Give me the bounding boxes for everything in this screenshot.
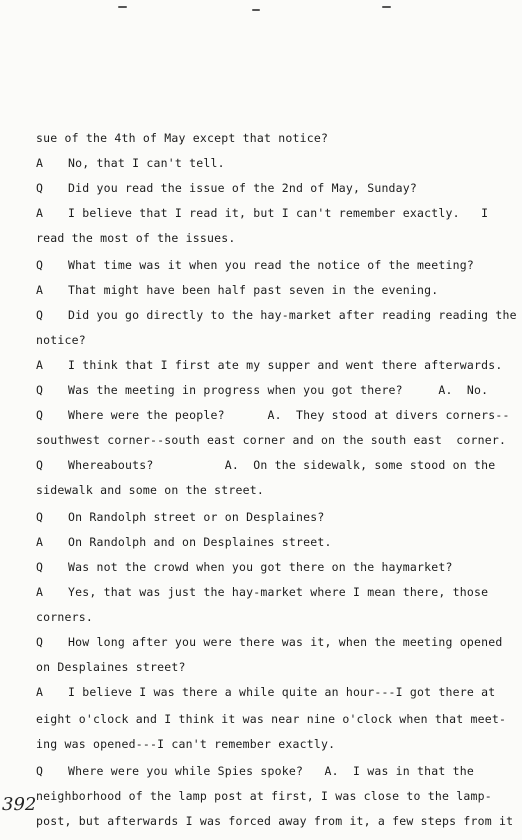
transcript-line [36,308,517,322]
transcript-line [36,660,496,674]
speaker-label: Q [36,308,44,322]
line-text: Whereabouts? A. On the sidewalk, some stood on the [68,458,496,472]
line-text: No, that I can't tell. [68,156,225,170]
line-text: Was not the crowd when you got there on the haymarket? [68,560,453,574]
line-text: Was the meeting in progress when you got there? A. No. [68,383,489,397]
transcript-line [36,458,496,472]
transcript-line [36,814,514,828]
transcript-line [36,333,496,347]
transcript-line [36,383,496,397]
line-text: That might have been half past seven in the evening. [68,283,439,297]
speaker-label: Q [36,258,44,272]
line-text: I believe I was there a while quite an hour---I got there at [68,685,496,699]
speaker-label: Q [36,181,44,195]
speaker-label: Q [36,458,44,472]
transcript-line [36,560,496,574]
margin-page-number: 392 [2,794,37,815]
transcript-line [36,712,507,726]
line-text: post, but afterwards I was forced away from it, a few steps from it [36,814,514,828]
transcript-line [36,585,496,599]
line-text: What time was it when you read the notice of the meeting? [68,258,475,272]
transcript-line [36,231,496,245]
line-text: How long after you were there was it, when the meeting opened [68,635,503,649]
line-text: read the most of the issues. [36,231,236,245]
line-text: I think that I first ate my supper and went there afterwards. [68,358,503,372]
transcript-line [36,737,496,751]
line-text: Yes, that was just the hay-market where I mean there, those [68,585,489,599]
transcript-line [36,181,496,195]
line-text: on Desplaines street? [36,660,186,674]
speaker-label: A [36,585,44,599]
line-text: notice? [36,333,86,347]
transcript-line [36,206,496,220]
line-text: eight o'clock and I think it was near nine o'clock when that meet- [36,712,507,726]
speaker-label: A [36,358,44,372]
transcript-line [36,156,496,170]
line-text: neighborhood of the lamp post at first, I was close to the lamp- [36,789,492,803]
line-text: corners. [36,610,93,624]
transcript-line [36,610,496,624]
line-text: On Randolph and on Desplaines street. [68,535,332,549]
transcript-line [36,510,496,524]
transcript-line [36,408,510,422]
speaker-label: A [36,685,44,699]
line-text: I believe that I read it, but I can't remember exactly. I [68,206,489,220]
speaker-label: Q [36,408,44,422]
line-text: Where were you while Spies spoke? A. I was in that the [68,764,475,778]
transcript-line [36,131,496,145]
transcript-line [36,764,496,778]
line-text: Where were the people? A. They stood at divers corners-- [68,408,510,422]
transcript-line [36,258,496,272]
line-text: Did you read the issue of the 2nd of May, Sunday? [68,181,418,195]
transcript-line [36,789,496,803]
line-text: southwest corner--south east corner and on the south east corner. [36,433,507,447]
speaker-label: Q [36,510,44,524]
transcript-line [36,685,496,699]
line-text: sidewalk and some on the street. [36,483,264,497]
ink-speck [118,6,127,8]
line-text: sue of the 4th of May except that notice? [36,131,329,145]
speaker-label: A [36,283,44,297]
speaker-label: Q [36,383,44,397]
speaker-label: Q [36,635,44,649]
speaker-label: A [36,206,44,220]
line-text: ing was opened---I can't remember exactly. [36,737,336,751]
transcript-line [36,283,496,297]
ink-speck [382,6,391,8]
speaker-label: A [36,156,44,170]
transcript-line [36,535,496,549]
transcript-line [36,483,496,497]
line-text: On Randolph street or on Desplaines? [68,510,325,524]
speaker-label: Q [36,764,44,778]
transcript-line [36,635,503,649]
transcript-line [36,358,503,372]
speaker-label: Q [36,560,44,574]
line-text: Did you go directly to the hay-market after reading reading the [68,308,517,322]
speaker-label: A [36,535,44,549]
transcript-line [36,433,507,447]
ink-speck [252,9,260,11]
